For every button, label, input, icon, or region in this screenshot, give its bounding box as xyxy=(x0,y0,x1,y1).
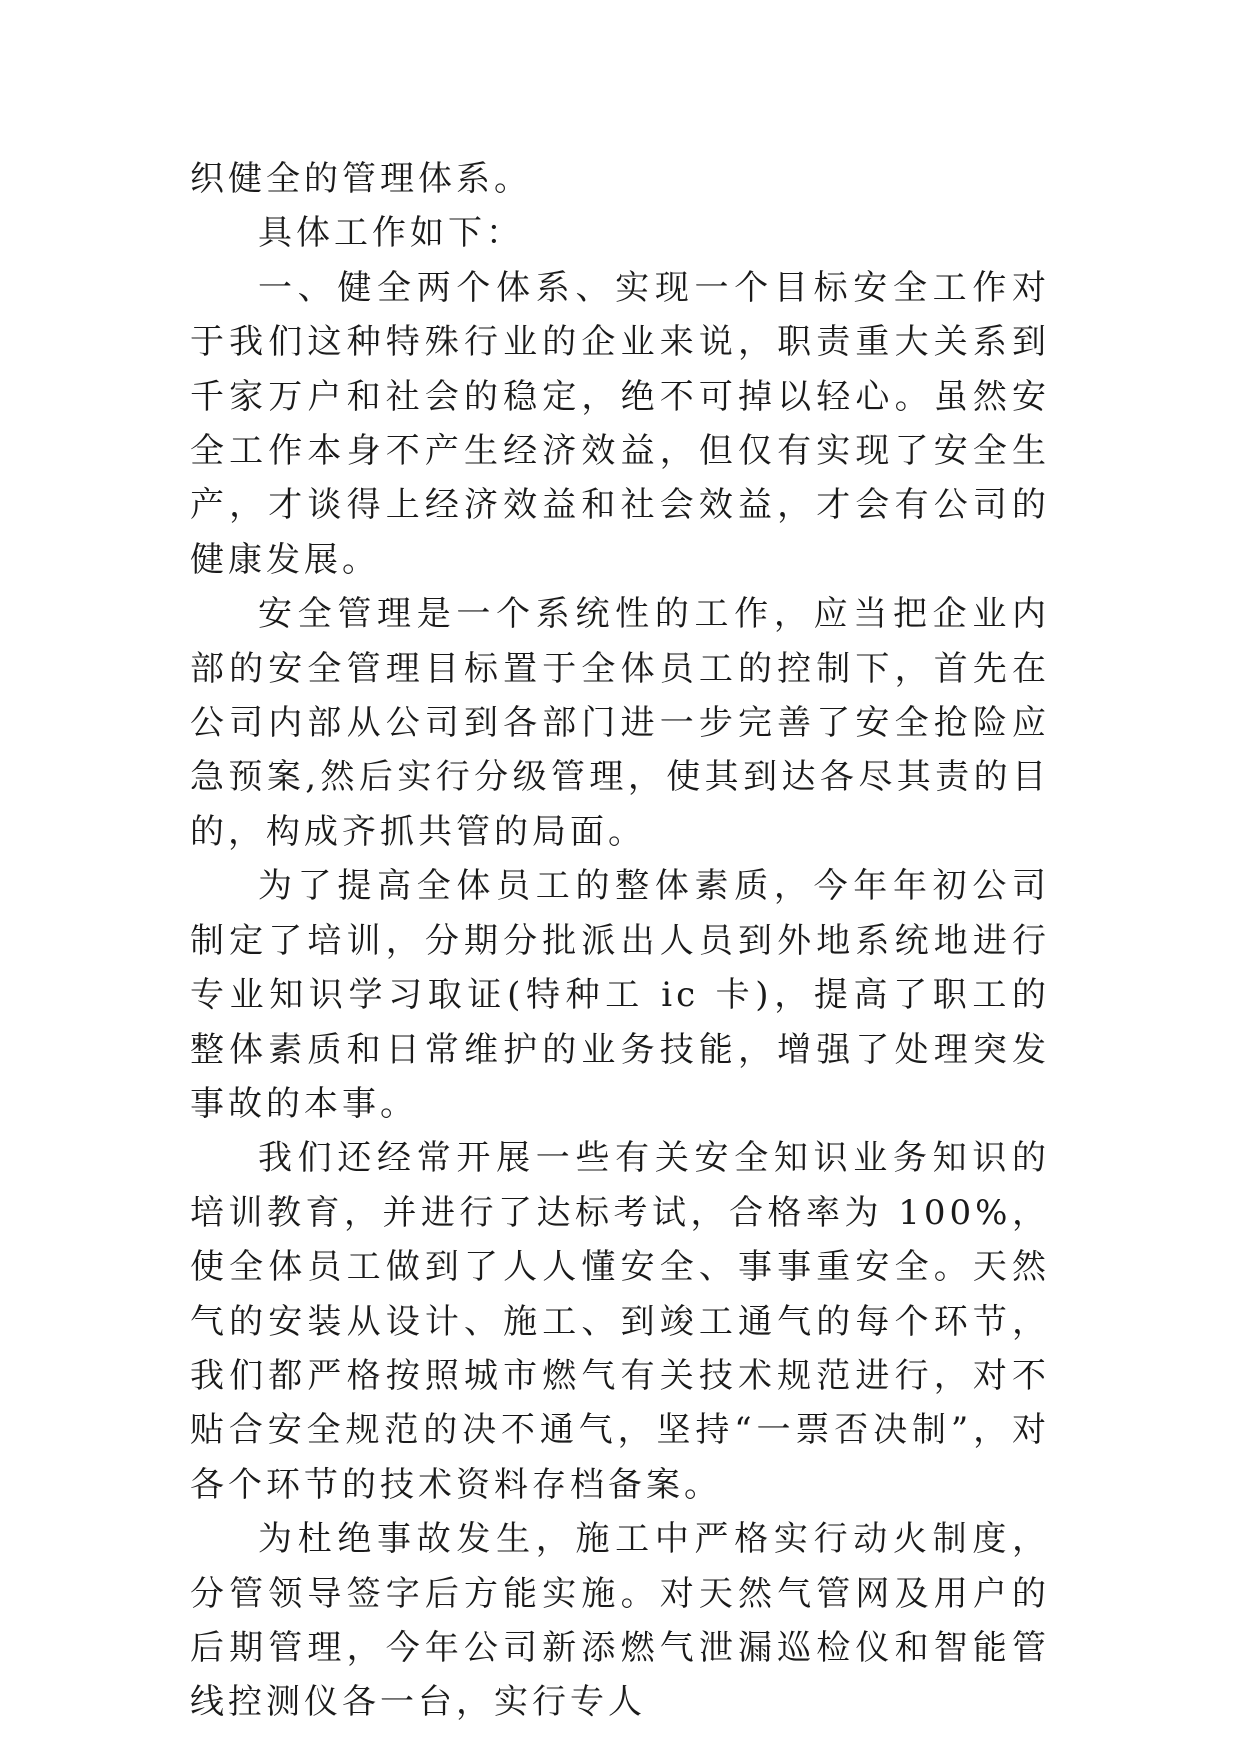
paragraph: 为杜绝事故发生，施工中严格实行动火制度，分管领导签字后方能实施。对天然气管网及用户的后期管理，今年公司新添燃气泄漏巡检仪和智能管线控测仪各一台，实行专人 xyxy=(190,1519,1050,1723)
paragraph: 一、健全两个体系、实现一个目标安全工作对于我们这种特殊行业的企业来说，职责重大关系到千家万户和社会的稳定，绝不可掉以轻心。虽然安全工作本身不产生经济效益，但仅有实现了安全生产，才谈得上经济效益和社会效益，才会有公司的健康发展。 xyxy=(190,267,1050,580)
paragraph: 安全管理是一个系统性的工作，应当把企业内部的安全管理目标置于全体员工的控制下，首先在公司内部从公司到各部门进一步完善了安全抢险应急预案,然后实行分级管理，使其到达各尽其责的目的，构成齐抓共管的局面。 xyxy=(190,594,1050,852)
paragraph-intro: 具体工作如下： xyxy=(258,213,524,254)
paragraph: 为了提高全体员工的整体素质，今年年初公司制定了培训，分期分批派出人员到外地系统地进行专业知识学习取证(特种工 ic 卡)，提高了职工的整体素质和日常维护的业务技能，增强了处理突发事故的本事。 xyxy=(190,866,1050,1124)
paragraph: 我们还经常开展一些有关安全知识业务知识的培训教育，并进行了达标考试，合格率为 100%，使全体员工做到了人人懂安全、事事重安全。天然气的安装从设计、施工、到竣工通气的每个环节，我们都严格按照城市燃气有关技术规范进行，对不贴合安全规范的决不通气，坚持“一票否决制”，对各个环节的技术资料存档备案。 xyxy=(190,1138,1050,1505)
paragraph-continuation: 织健全的管理体系。 xyxy=(190,159,532,199)
document-body xyxy=(190,152,1050,1730)
